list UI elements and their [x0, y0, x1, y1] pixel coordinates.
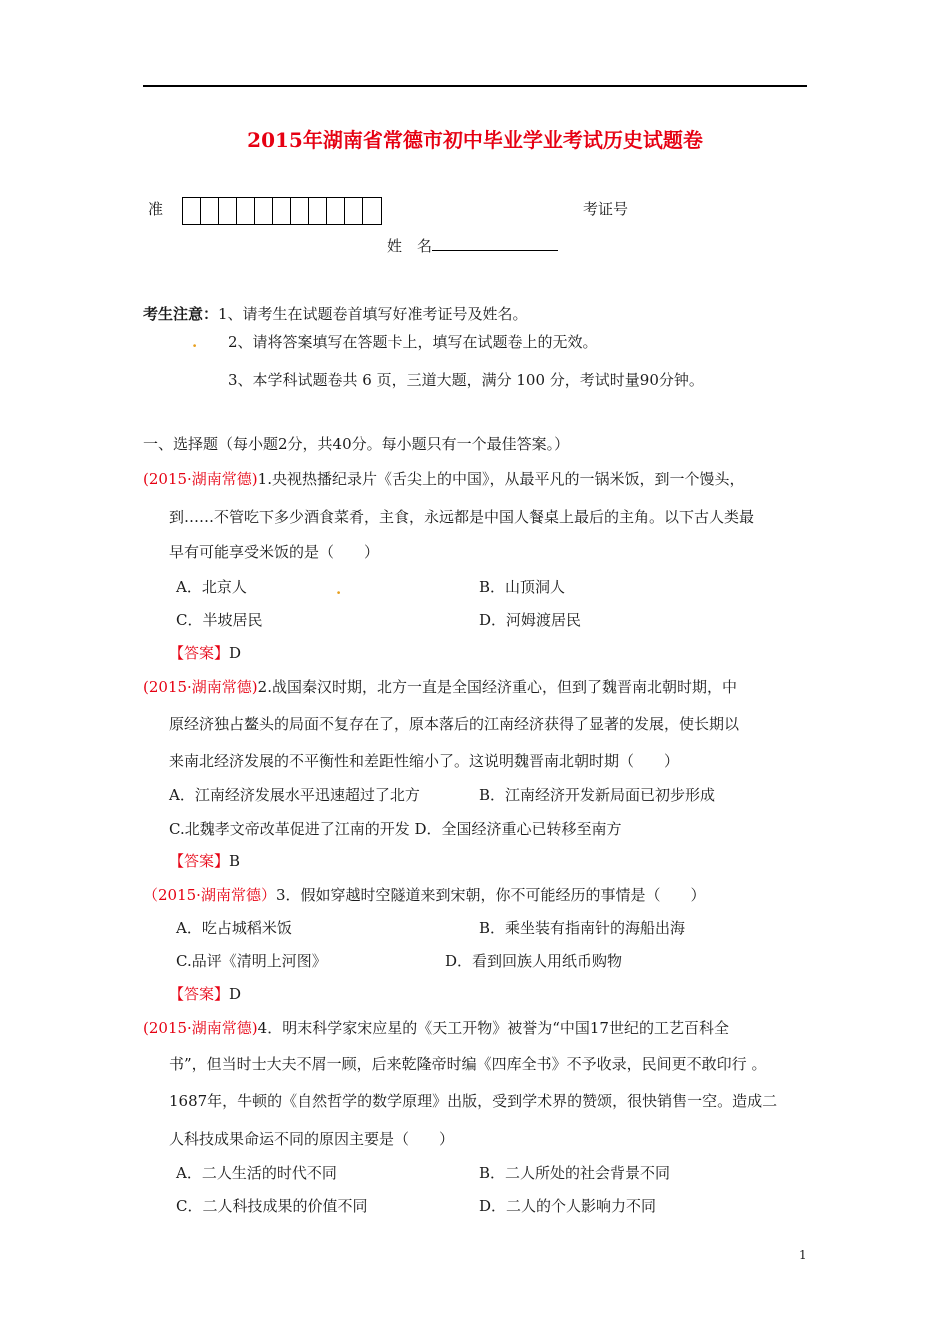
- digit-box: [363, 198, 381, 224]
- answer-3: [169, 983, 241, 1004]
- notice-item-3: 3、本学科试题卷共 6 页，三道大题，满分 100 分，考试时量90分钟。: [228, 371, 704, 389]
- name-label: 姓 名: [387, 237, 433, 255]
- question-2-line-3: 来南北经济发展的不平衡性和差距性缩小了。这说明魏晋南北朝时期（ ）: [169, 752, 680, 770]
- question-text: 4．明末科学家宋应星的《天工开物》被誉为“中国17世纪的工艺百科全: [257, 1019, 729, 1037]
- notice-item-2: 2、请将答案填写在答题卡上，填写在试题卷上的无效。: [228, 333, 598, 351]
- option-d: D．看到回族人用纸币购物: [445, 952, 623, 970]
- option-c-d: C.北魏孝文帝改革促进了江南的开发 D．全国经济重心已转移至南方: [169, 820, 622, 838]
- option-b: B．二人所处的社会背景不同: [479, 1164, 671, 1182]
- digit-box: [183, 198, 201, 224]
- question-text: 3．假如穿越时空隧道来到宋朝，你不可能经历的事情是（ ）: [275, 886, 706, 904]
- option-a: A．二人生活的时代不同: [176, 1164, 337, 1182]
- option-d: D．二人的个人影响力不同: [479, 1197, 657, 1215]
- answer-value: D: [229, 644, 242, 662]
- question-2-line-1: [143, 676, 737, 697]
- option-c: C.品评《清明上河图》: [176, 952, 327, 970]
- answer-label: 【答案】: [169, 852, 230, 870]
- stray-dot: .: [336, 580, 342, 598]
- question-1-line-3: 早有可能享受米饭的是（ ）: [169, 543, 380, 561]
- answer-value: D: [229, 985, 242, 1003]
- digit-box: [273, 198, 291, 224]
- option-b: B．山顶洞人: [479, 578, 566, 596]
- option-b: B．乘坐装有指南针的海船出海: [479, 919, 686, 937]
- question-text: 1.央视热播纪录片《舌尖上的中国》，从最平凡的一锅米饭，到一个馒头，: [257, 470, 745, 488]
- question-4-line-2: 书”，但当时士大夫不屑一顾，后来乾隆帝时编《四库全书》不予收录，民间更不敢印行 。: [169, 1055, 767, 1073]
- name-field: [387, 235, 558, 256]
- exam-number-boxes: [182, 197, 382, 225]
- exam-title: 2015年湖南省常德市初中毕业学业考试历史试题卷: [247, 128, 703, 152]
- option-b: B．江南经济开发新局面已初步形成: [479, 786, 716, 804]
- question-2-line-2: 原经济独占鳌头的局面不复存在了，原本落后的江南经济获得了显著的发展，使长期以: [169, 715, 740, 733]
- notice-line-1: [143, 303, 528, 324]
- question-source: （2015·湖南常德）: [143, 886, 276, 904]
- digit-box: [255, 198, 273, 224]
- question-4-line-1: [143, 1017, 729, 1038]
- digit-box: [201, 198, 219, 224]
- answer-1: [169, 642, 241, 663]
- question-1-line-2: 到……不管吃下多少酒食菜肴，主食，永远都是中国人餐桌上最后的主角。以下古人类最: [169, 508, 755, 526]
- question-source: (2015·湖南常德): [143, 1019, 258, 1037]
- option-c: C．半坡居民: [176, 611, 263, 629]
- answer-label: 【答案】: [169, 985, 230, 1003]
- option-a: A．江南经济发展水平迅速超过了北方: [169, 786, 420, 804]
- option-c: C．二人科技成果的价值不同: [176, 1197, 368, 1215]
- question-3-line-1: [143, 884, 706, 905]
- answer-label: 【答案】: [169, 644, 230, 662]
- option-d: D．河姆渡居民: [479, 611, 582, 629]
- option-a: A．北京人: [176, 578, 247, 596]
- notice-item-1: 1、请考生在试题卷首填写好准考证号及姓名。: [218, 305, 528, 323]
- option-a: A．吃占城稻米饭: [176, 919, 292, 937]
- digit-box: [219, 198, 237, 224]
- page-number: 1: [799, 1248, 807, 1262]
- question-source: (2015·湖南常德): [143, 678, 258, 696]
- notice-label: 考生注意：: [143, 305, 219, 323]
- zhun-label: 准: [148, 200, 164, 218]
- answer-value: B: [229, 852, 241, 870]
- question-4-line-4: 人科技成果命运不同的原因主要是（ ）: [169, 1130, 455, 1148]
- answer-2: [169, 850, 240, 871]
- digit-box: [327, 198, 345, 224]
- digit-box: [291, 198, 309, 224]
- question-4-line-3: 1687年，牛顿的《自然哲学的数学原理》出版，受到学术界的赞颂，很快销售一空。造成二: [169, 1092, 778, 1110]
- section-heading: 一、选择题（每小题2分，共40分。每小题只有一个最佳答案。）: [143, 435, 570, 453]
- question-1-line-1: [143, 468, 744, 489]
- digit-box: [237, 198, 255, 224]
- stray-dot: .: [192, 333, 198, 351]
- question-source: (2015·湖南常德): [143, 470, 258, 488]
- name-underline: [432, 236, 558, 251]
- kaozheng-label: 考证号: [583, 200, 629, 218]
- top-rule: [143, 85, 807, 87]
- digit-box: [345, 198, 363, 224]
- digit-box: [309, 198, 327, 224]
- question-text: 2.战国秦汉时期，北方一直是全国经济重心，但到了魏晋南北朝时期，中: [257, 678, 737, 696]
